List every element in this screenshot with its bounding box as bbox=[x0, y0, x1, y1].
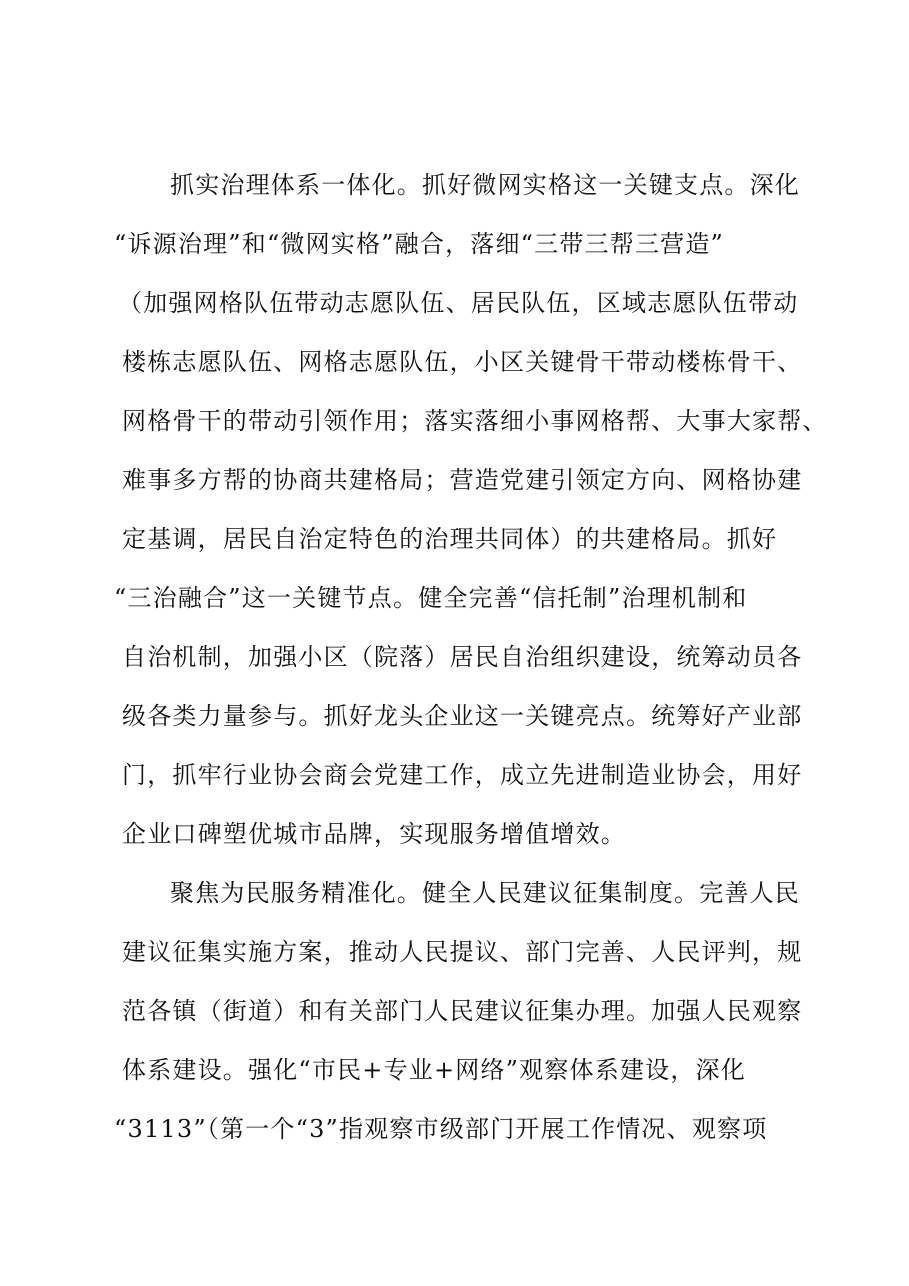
paragraph-1-line-5: 网格骨干的带动引领作用；落实落细小事网格帮、大事大家帮、 bbox=[122, 407, 828, 435]
paragraph-1-line-12: 企业口碑塑优城市品牌，实现服务增值增效。 bbox=[122, 820, 626, 848]
paragraph-2-line-2: 建议征集实施方案，推动人民提议、部门完善、人民评判，规 bbox=[122, 938, 803, 966]
paragraph-1-line-7: 定基调，居民自治定特色的治理共同体）的共建格局。抓好 bbox=[122, 525, 778, 553]
paragraph-1-line-6: 难事多方帮的协商共建格局；营造党建引领定方向、网格协建 bbox=[122, 466, 803, 494]
paragraph-1-line-8: “三治融合”这一关键节点。健全完善“信托制”治理机制和 bbox=[114, 584, 748, 612]
paragraph-1-line-10: 级各类力量参与。抓好龙头企业这一关键亮点。统筹好产业部 bbox=[122, 702, 803, 730]
paragraph-2-line-3: 范各镇（街道）和有关部门人民建议征集办理。加强人民观察 bbox=[122, 997, 803, 1025]
paragraph-1-line-4: 楼栋志愿队伍、网格志愿队伍，小区关键骨干带动楼栋骨干、 bbox=[122, 348, 803, 376]
paragraph-2-line-1: 聚焦为民服务精准化。健全人民建议征集制度。完善人民 bbox=[170, 879, 800, 907]
paragraph-2-line-5: “3113”（第一个“3”指观察市级部门开展工作情况、观察项 bbox=[114, 1115, 768, 1143]
paragraph-2-line-4: 体系建设。强化“市民+专业+网络”观察体系建设，深化 bbox=[122, 1056, 746, 1084]
paragraph-1-line-1: 抓实治理体系一体化。抓好微网实格这一关键支点。深化 bbox=[170, 171, 800, 199]
paragraph-1-line-11: 门，抓牢行业协会商会党建工作，成立先进制造业协会，用好 bbox=[122, 761, 803, 789]
paragraph-1-line-9: 自治机制，加强小区（院落）居民自治组织建设，统筹动员各 bbox=[122, 643, 803, 671]
paragraph-1-line-2: “诉源治理”和“微网实格”融合，落细“三带三帮三营造” bbox=[114, 230, 725, 258]
paragraph-1-line-3: （加强网格队伍带动志愿队伍、居民队伍，区域志愿队伍带动 bbox=[118, 289, 799, 317]
